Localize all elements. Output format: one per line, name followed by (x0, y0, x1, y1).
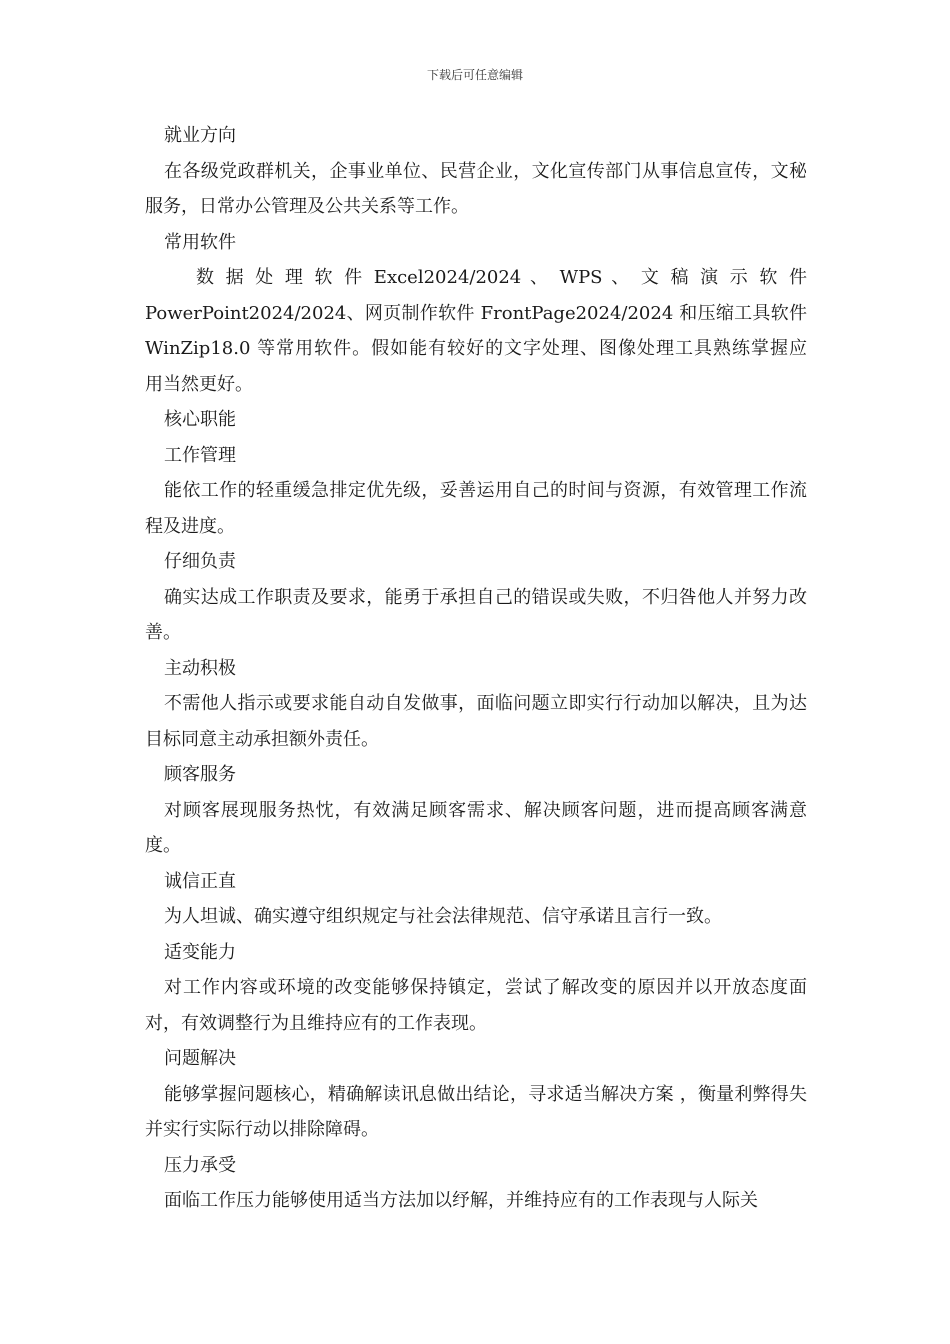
software-line-3: WinZip18.0 等常用软件。假如能有较好的文字处理、图像处理工具熟练掌握应 (145, 338, 807, 359)
software-line-4: 用当然更好。 (145, 373, 253, 395)
heading-work-management: 工作管理 (164, 444, 236, 466)
heading-problem-solving: 问题解决 (164, 1048, 236, 1069)
heading-software: 常用软件 (164, 231, 236, 253)
heading-career: 就业方向 (164, 125, 236, 146)
paragraph-stress-tolerance: 面临工作压力能够使用适当方法加以纾解，并维持应有的工作表现与人际关 (164, 1190, 758, 1211)
heading-integrity: 诚信正直 (164, 870, 236, 892)
document-body (145, 118, 807, 1219)
software-line-1: 数 据 处 理 软 件 Excel2024/2024 、 WPS 、 文 稿 演 示 软 件 (196, 267, 807, 288)
paragraph-software (145, 260, 807, 402)
software-line-2: PowerPoint2024/2024、网页制作软件 FrontPage2024/2024 和压缩工具软件 (145, 302, 807, 324)
paragraph-integrity: 为人坦诚、确实遵守组织规定与社会法律规范、信守承诺且言行一致。 (164, 906, 722, 927)
heading-core-functions: 核心职能 (164, 409, 236, 430)
heading-proactive: 主动积极 (164, 657, 236, 679)
paragraph-proactive: 不需他人指示或要求能自动自发做事，面临问题立即实行行动加以解决，且为达目标同意主动承担额外责任。 (145, 693, 807, 750)
heading-stress-tolerance: 压力承受 (164, 1154, 236, 1176)
heading-customer-service: 顾客服务 (164, 764, 236, 785)
paragraph-problem-solving: 能够掌握问题核心，精确解读讯息做出结论，寻求适当解决方案 ，衡量利弊得失并实行实际行动以排除障碍。 (145, 1083, 807, 1140)
paragraph-careful: 确实达成工作职责及要求，能勇于承担自己的错误或失败，不归咎他人并努力改善。 (145, 586, 807, 643)
paragraph-work-management: 能依工作的轻重缓急排定优先级，妥善运用自己的时间与资源，有效管理工作流程及进度。 (145, 480, 807, 537)
paragraph-adaptability: 对工作内容或环境的改变能够保持镇定，尝试了解改变的原因并以开放态度面对，有效调整行为且维持应有的工作表现。 (145, 977, 807, 1034)
paragraph-career: 在各级党政群机关，企事业单位、民营企业，文化宣传部门从事信息宣传，文秘服务，日常办公管理及公共关系等工作。 (145, 160, 807, 217)
heading-careful: 仔细负责 (164, 551, 236, 572)
page-header: 下载后可任意编辑 (426, 68, 523, 82)
heading-adaptability: 适变能力 (164, 941, 236, 963)
paragraph-customer-service: 对顾客展现服务热忱，有效满足顾客需求、解决顾客问题，进而提高顾客满意度。 (145, 799, 807, 856)
